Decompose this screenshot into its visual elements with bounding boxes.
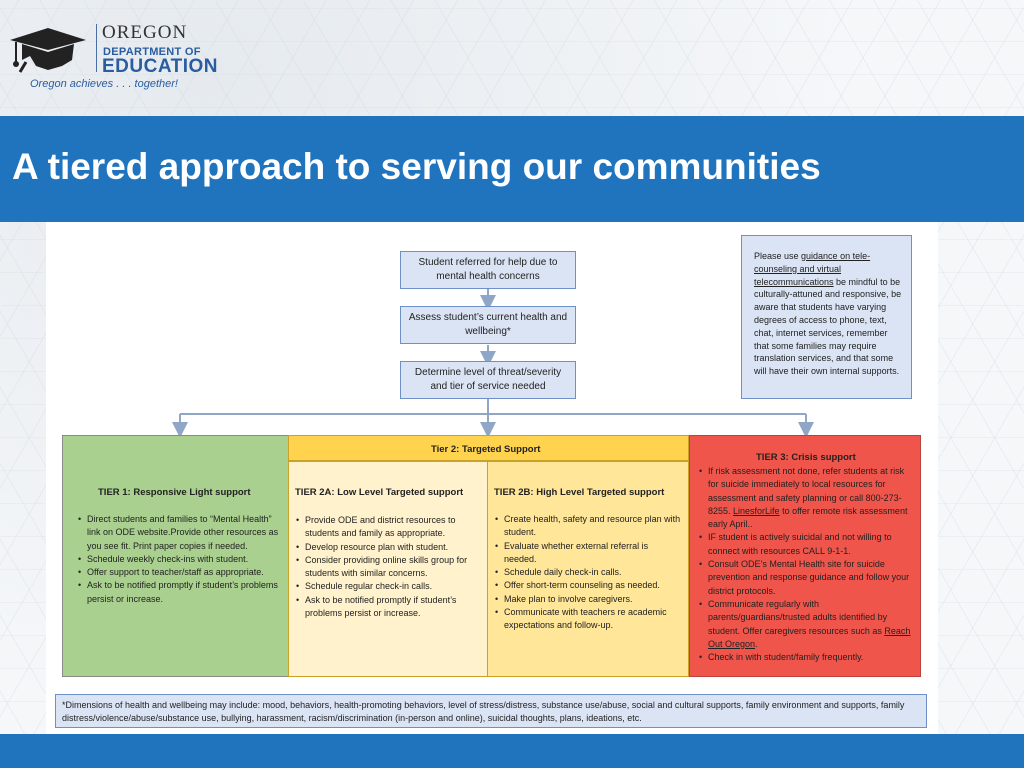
- tier2-header: [288, 435, 689, 461]
- flow-step-referral: [400, 251, 576, 289]
- tier3-item: • IF student is actively suicidal and not willing to connect with resources CALL 9-1-1.: [698, 531, 916, 558]
- tier2b-item: • Schedule daily check-in calls.: [494, 566, 682, 579]
- tier3-item: • Consult ODE’s Mental Health site for suicide prevention and response guidance and follow your district protocols.: [698, 558, 916, 598]
- logo-oregon-text: OREGON: [102, 22, 188, 43]
- note-suffix: be mindful to be culturally-attuned and responsive, be aware that students have varying degrees of access to phone, text, chat, internet services, remember that some families may require translation services, and that some will have their own internal supports.: [754, 276, 902, 377]
- tier2b-item: • Make plan to involve caregivers.: [494, 593, 682, 606]
- tier3-item: [698, 598, 916, 651]
- tier3-item4-end: .: [755, 638, 758, 649]
- tier1-item: • Direct students and families to “Mental Health” link on ODE website.Provide other resources as you see fit. Print paper copies if needed.: [77, 513, 285, 553]
- tier2b-item: • Evaluate whether external referral is needed.: [494, 540, 682, 567]
- tier2b-heading: TIER 2B: High Level Targeted support: [494, 487, 665, 498]
- flow-step-determine: [400, 361, 576, 399]
- tier2a-item: • Schedule regular check-in calls.: [295, 580, 481, 593]
- tier2a-heading: TIER 2A: Low Level Targeted support: [295, 487, 464, 498]
- lines-for-life-link[interactable]: LinesforLife: [733, 505, 780, 516]
- tier2a-item: • Provide ODE and district resources to students and family as appropriate.: [295, 514, 481, 541]
- tier2b-item: • Create health, safety and resource plan with student.: [494, 513, 682, 540]
- logo-department-text: DEPARTMENT OF: [103, 46, 201, 58]
- footnote-text: *Dimensions of health and wellbeing may include: mood, behaviors, health-promoting behaviors, level of stress/distress, substance use/abuse, social and cultural supports, family environment and supports, family distress/violence/abuse/substance use, bullying, harassment, racism/discrimination (in-person and online), suicidal thoughts, plans, ideations, etc.: [62, 700, 905, 723]
- tier1-item: • Schedule weekly check-ins with student.: [77, 553, 285, 566]
- tier2a-item: • Ask to be notified promptly if student’s problems persist or increase.: [295, 594, 481, 621]
- tier2b-list: [494, 513, 682, 633]
- tier3-item1-text: If risk assessment not done, refer students at risk for suicide immediately to local resources for assessment and safety planning or call 800-273-8255.: [708, 466, 905, 516]
- tier3-heading: TIER 3: Crisis support: [756, 452, 856, 463]
- tier1-item: • Ask to be notified promptly if student’s problems persist or increase.: [77, 579, 285, 606]
- tier3-list: [698, 465, 916, 664]
- page-title: A tiered approach to serving our communities: [12, 146, 821, 187]
- logo-tagline: Oregon achieves . . . together!: [30, 78, 178, 90]
- footnote: [55, 694, 927, 728]
- tier3-item: [698, 465, 916, 531]
- flow-step-assess: [400, 306, 576, 344]
- tier3-box: [689, 435, 921, 677]
- tier2a-box: [288, 461, 488, 677]
- note-prefix: Please use: [754, 251, 802, 261]
- tier3-item: • Check in with student/family frequently.: [698, 651, 916, 664]
- tier3-item4-text: Communicate regularly with parents/guardians/trusted adults identified by student. Offer caregivers resources such as: [708, 598, 888, 636]
- telecounseling-guidance-link[interactable]: guidance on tele-counseling and virtual telecommunications: [754, 251, 871, 287]
- telecounseling-note: [741, 235, 912, 399]
- tier1-list: [77, 513, 285, 606]
- tier2b-item: • Communicate with teachers re academic expectations and follow-up.: [494, 606, 682, 633]
- tier2a-item: • Consider providing online skills group for students with similar concerns.: [295, 554, 481, 581]
- tier2b-box: [487, 461, 689, 677]
- flow-step-determine-text: Determine level of threat/severity and tier of service needed: [414, 367, 562, 392]
- flow-step-referral-text: Student referred for help due to mental health concerns: [418, 257, 558, 282]
- logo-education-text: EDUCATION: [102, 56, 219, 77]
- tier2b-item: • Offer short-term counseling as needed.: [494, 579, 682, 592]
- bottom-bar: [0, 734, 1024, 768]
- tier1-item: • Offer support to teacher/staff as appropriate.: [77, 566, 285, 579]
- tier2a-item: • Develop resource plan with student.: [295, 541, 481, 554]
- tier2-heading: Tier 2: Targeted Support: [431, 444, 541, 455]
- tier2a-list: [295, 514, 481, 620]
- flow-step-assess-text: Assess student’s current health and wellbeing*: [408, 312, 568, 337]
- tier3-item1-end: to offer remote risk assessment early April..: [708, 505, 908, 530]
- tier1-box: [62, 435, 289, 677]
- tier1-heading: TIER 1: Responsive Light support: [98, 487, 251, 498]
- reach-out-oregon-link[interactable]: Reach Out Oregon: [708, 625, 911, 649]
